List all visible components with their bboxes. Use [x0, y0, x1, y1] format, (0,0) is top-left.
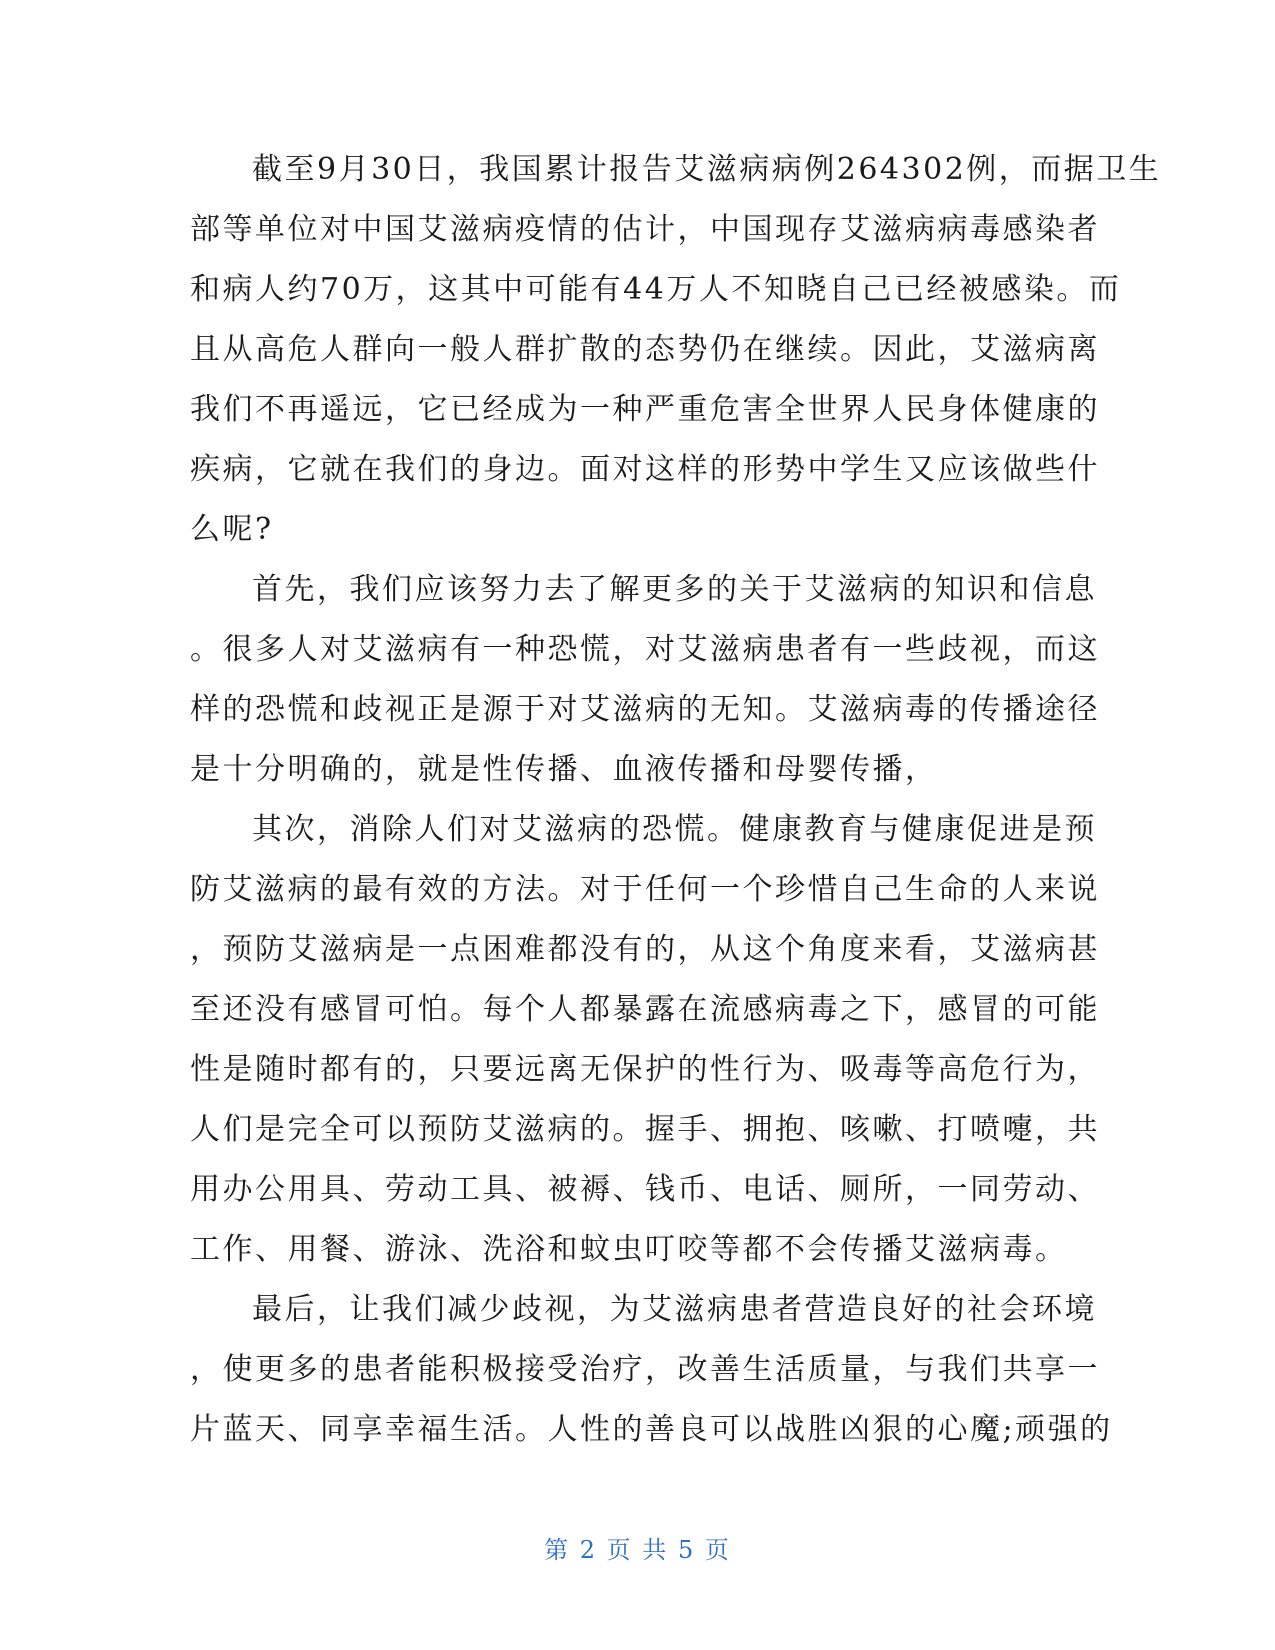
- text-line: 和病人约70万，这其中可能有44万人不知晓自己已经被感染。而: [190, 272, 1122, 307]
- text-line: 是十分明确的，就是性传播、血液传播和母婴传播，: [190, 752, 938, 787]
- paragraph-4: [190, 1280, 1113, 1460]
- text-line: 工作、用餐、游泳、洗浴和蚊虫叮咬等都不会传播艾滋病毒。: [190, 1232, 1068, 1267]
- text-line: 其次，消除人们对艾滋病的恐慌。健康教育与健康促进是预: [252, 812, 1097, 847]
- text-line: 用办公用具、劳动工具、被褥、钱币、电话、厕所，一同劳动、: [190, 1172, 1100, 1207]
- text-line: 么呢?: [190, 512, 274, 547]
- text-line: 且从高危人群向一般人群扩散的态势仍在继续。因此，艾滋病离: [190, 332, 1100, 367]
- page-number-footer: 第 2 页 共 5 页: [544, 1536, 731, 1564]
- text-line: 至还没有感冒可怕。每个人都暴露在流感病毒之下，感冒的可能: [190, 992, 1100, 1027]
- document-body: [190, 140, 1162, 1460]
- text-line: 截至9月30日，我国累计报告艾滋病病例264302例，而据卫生: [252, 152, 1162, 187]
- text-line: 部等单位对中国艾滋病疫情的估计，中国现存艾滋病病毒感染者: [190, 212, 1100, 247]
- text-line: 。很多人对艾滋病有一种恐慌，对艾滋病患者有一些歧视，而这: [190, 632, 1100, 667]
- text-line: 我们不再遥远，它已经成为一种严重危害全世界人民身体健康的: [190, 392, 1100, 427]
- paragraph-3: [190, 800, 1100, 1280]
- text-line: 防艾滋病的最有效的方法。对于任何一个珍惜自己生命的人来说: [190, 872, 1100, 907]
- text-line: 首先，我们应该努力去了解更多的关于艾滋病的知识和信息: [252, 572, 1097, 607]
- text-line: 人们是完全可以预防艾滋病的。握手、拥抱、咳嗽、打喷嚏，共: [190, 1112, 1100, 1147]
- text-line: 最后，让我们减少歧视，为艾滋病患者营造良好的社会环境: [252, 1292, 1097, 1327]
- text-line: ，使更多的患者能积极接受治疗，改善生活质量，与我们共享一: [190, 1352, 1100, 1387]
- text-line: ，预防艾滋病是一点困难都没有的，从这个角度来看，艾滋病甚: [190, 932, 1100, 967]
- text-line: 片蓝天、同享幸福生活。人性的善良可以战胜凶狠的心魔;顽强的: [190, 1412, 1113, 1447]
- paragraph-2: [190, 560, 1100, 800]
- text-line: 疾病，它就在我们的身边。面对这样的形势中学生又应该做些什: [190, 452, 1100, 487]
- paragraph-1: [190, 140, 1162, 560]
- text-line: 性是随时都有的，只要远离无保护的性行为、吸毒等高危行为，: [190, 1052, 1100, 1087]
- text-line: 样的恐慌和歧视正是源于对艾滋病的无知。艾滋病毒的传播途径: [190, 692, 1100, 727]
